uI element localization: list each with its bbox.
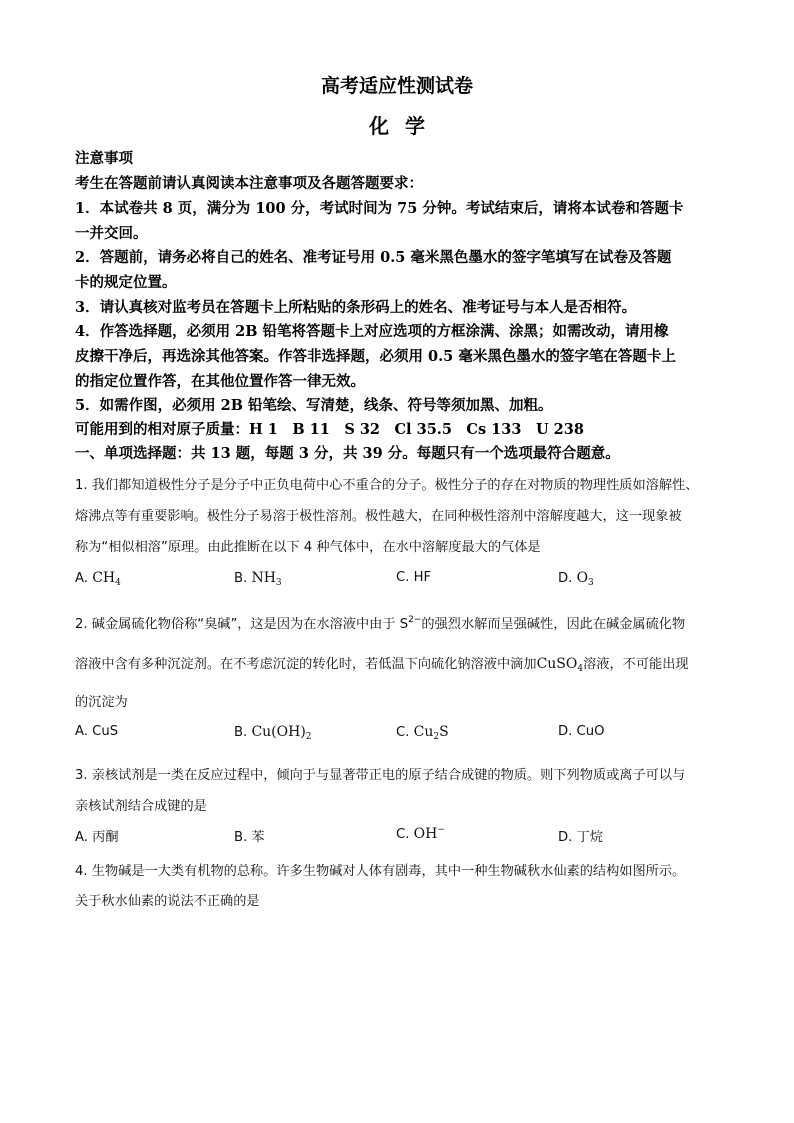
q3-line-1: 3. 亲核试剂是一类在反应过程中，倾向于与显著带正电的原子结合成键的物质。则下列物质或离子可以与	[75, 768, 686, 783]
notes-heading: 注意事项	[75, 150, 133, 167]
q2-line-1: 2. 碱金属硫化物俗称“臭碱”，这是因为在水溶液中由于 $S^{2-}$的强烈水解而呈强碱性，因此在碱金属硫化物	[75, 615, 686, 632]
note-line-1: 1．本试卷共 8 页，满分为 100 分，考试时间为 75 分钟。考试结束后，请将本试卷和答题卡	[75, 200, 684, 217]
note-line-3: 2．答题前，请务必将自己的姓名、准考证号用 0.5 毫米黑色墨水的签字笔填写在试卷及答题	[75, 249, 672, 266]
q4-line-2: 关于秋水仙素的说法不正确的是	[75, 894, 260, 909]
q3-option-a: A. 丙酮	[75, 830, 119, 845]
q2-option-a: A. CuS	[75, 724, 119, 739]
q1-option-c: C. HF	[396, 570, 432, 585]
q2-option-c: C. $Cu_2S$	[396, 724, 449, 742]
note-line-7: 皮擦干净后，再选涂其他答案。作答非选择题，必须用 0.5 毫米黑色墨水的签字笔在答题卡上	[75, 348, 676, 365]
q2-line-3: 的沉淀为	[75, 695, 128, 710]
q2-line-2: 溶液中含有多种沉淀剂。在不考虑沉淀的转化时，若低温下向硫化钠溶液中滴加CuSO$_4$溶液，不可能出现	[75, 656, 689, 674]
q3-option-b: B. 苯	[234, 830, 265, 845]
q3-line-2: 亲核试剂结合成键的是	[75, 799, 207, 814]
q1-line-2: 熔沸点等有重要影响。极性分子易溶于极性溶剂。极性越大，在同种极性溶剂中溶解度越大，这一现象被	[75, 509, 682, 524]
note-line-6: 4．作答选择题，必须用 2B 铅笔将答题卡上对应选项的方框涂满、涂黑；如需改动，请用橡	[75, 323, 669, 340]
q2-option-d: D. CuO	[558, 724, 605, 739]
note-line-4: 卡的规定位置。	[75, 274, 177, 291]
exam-title: 高考适应性测试卷	[320, 75, 473, 97]
note-line-5: 3．请认真核对监考员在答题卡上所粘贴的条形码上的姓名、准考证号与本人是否相符。	[75, 299, 637, 316]
q2-option-b: B. $Cu(OH)_2$	[234, 724, 312, 742]
note-line-9: 5．如需作图，必须用 2B 铅笔绘、写清楚，线条、符号等须加黑、加粗。	[75, 397, 553, 414]
q3-option-c: C. OH−	[396, 825, 445, 842]
section-heading: 一、单项选择题：共 13 题，每题 3 分，共 39 分。每题只有一个选项最符合题意。	[75, 445, 620, 462]
note-line-8: 的指定位置作答，在其他位置作答一律无效。	[75, 373, 365, 390]
q4-line-1: 4. 生物碱是一大类有机物的总称。许多生物碱对人体有剧毒，其中一种生物碱秋水仙素的结构如图所示。	[75, 864, 686, 879]
subject-title: 化学	[369, 114, 441, 138]
q1-option-a: A. $CH_4$	[75, 570, 121, 588]
atomic-masses: 可能用到的相对原子质量：H 1 B 11 S 32 Cl 35.5 Cs 133 U 238	[75, 421, 584, 438]
notes-intro: 考生在答题前请认真阅读本注意事项及各题答题要求：	[75, 175, 423, 192]
q1-option-b: B. $NH_3$	[234, 570, 282, 588]
note-line-2: 一并交回。	[75, 225, 148, 242]
q3-option-d: D. 丁烷	[558, 830, 603, 845]
q1-option-d: D. $O_3$	[558, 570, 594, 588]
q1-line-3: 称为“相似相溶”原理。由此推断在以下 4 种气体中，在水中溶解度最大的气体是	[75, 540, 541, 555]
q1-line-1: 1. 我们都知道极性分子是分子中正负电荷中心不重合的分子。极性分子的存在对物质的物理性质如溶解性、	[75, 478, 699, 493]
